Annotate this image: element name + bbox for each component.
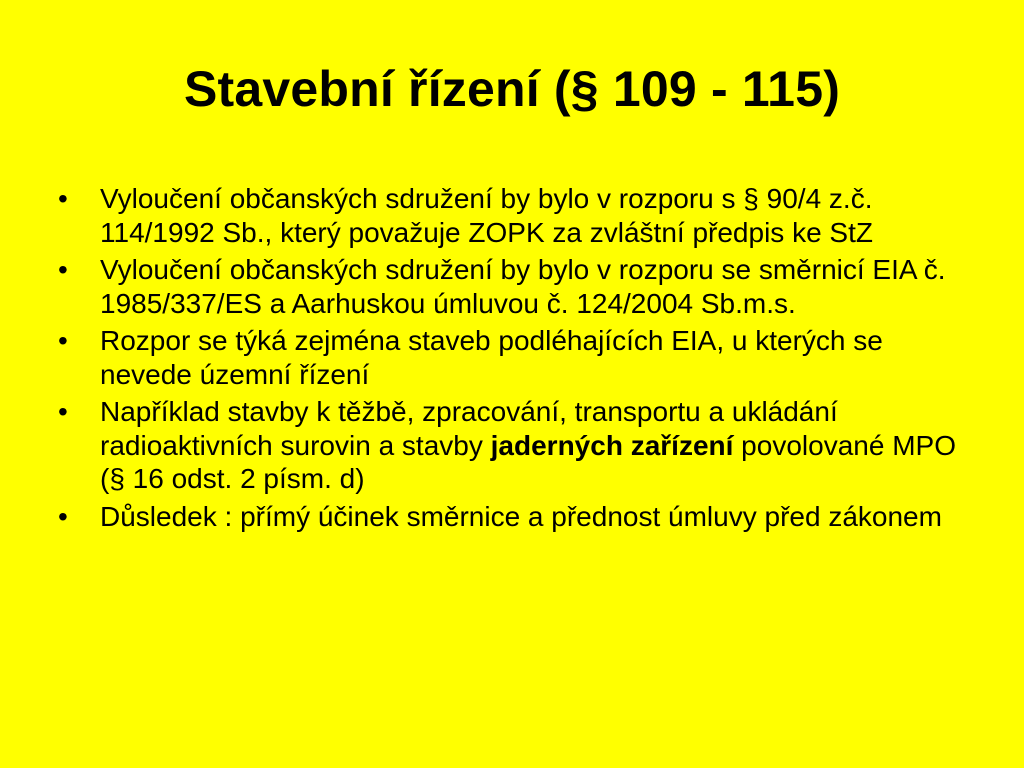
bullet-text-after: povolované MPO (§ 16 odst. 2 písm. d) (100, 429, 956, 494)
bullet-item-1 (58, 182, 958, 249)
bullet-item-4 (58, 395, 958, 496)
bullet-item-5 (58, 500, 958, 534)
bullet-item-2 (58, 253, 958, 320)
bullet-text-bold: jaderných zařízení (490, 429, 734, 461)
bullet-icon: • (58, 500, 68, 532)
slide-title: Stavební řízení (§ 109 - 115) (183, 61, 841, 117)
bullet-icon: • (58, 183, 68, 214)
bullet-item-3 (58, 324, 958, 391)
bullet-icon: • (58, 254, 68, 285)
bullet-list (58, 182, 958, 537)
bullet-text: Rozpor se týká zejména staveb podléhajících EIA, u kterých se nevede územní řízení (100, 325, 883, 390)
bullet-text: Vyloučení občanských sdružení by bylo v rozporu se směrnicí EIA č. 1985/337/ES a Aarhuskou úmluvou č. 124/2004 Sb.m.s. (100, 254, 946, 319)
bullet-text: Důsledek : přímý účinek směrnice a přednost úmluvy před zákonem (100, 500, 942, 532)
bullet-text: Vyloučení občanských sdružení by bylo v rozporu s § 90/4 z.č. 114/1992 Sb., který považuje ZOPK za zvláštní předpis ke StZ (100, 183, 873, 248)
bullet-text (100, 396, 956, 494)
bullet-icon: • (58, 396, 68, 427)
bullet-icon: • (58, 325, 68, 356)
bullet-text-before: Například stavby k těžbě, zpracování, transportu a ukládání radioaktivních surovin a stavby (100, 396, 838, 461)
